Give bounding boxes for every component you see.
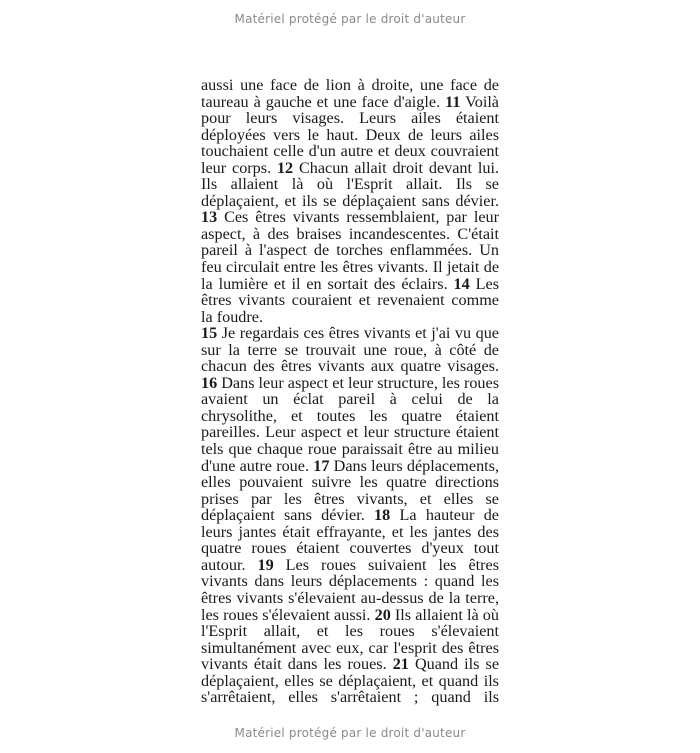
verse-number: 21 bbox=[392, 655, 409, 674]
verse-number: 15 bbox=[201, 324, 218, 343]
verse-text: Les êtres vivants couraient et revenaient comme la foudre. bbox=[201, 274, 499, 326]
verse-text: Les roues suivaient les êtres vivants dans leurs déplacements : quand les êtres vivants s'élevaient au-dessus de la terre, les roues s'élevaient aussi. bbox=[201, 555, 499, 624]
verse-text: Dans leur aspect et leur structure, les roues avaient un éclat pareil à celui de la chrysolithe, et toutes les quatre étaient pareilles. Leur aspect et leur structure étaient tels que chaque roue paraissait être au milieu d'une autre roue. bbox=[201, 373, 500, 475]
verse-number: 12 bbox=[276, 158, 294, 177]
paragraph-1 bbox=[201, 77, 499, 325]
verse-text: Ces êtres vivants ressemblaient, par leur aspect, à des braises incandescentes. C'était pareil à l'aspect de torches enflammées. Un feu circulait entre les êtres vivants. Il jetait de la lumière et il en sortait des éclairs. bbox=[201, 208, 499, 293]
scripture-text bbox=[201, 77, 499, 706]
verse-text: Voilà pour leurs visages. Leurs ailes étaient déployées vers le haut. Deux de leurs ailes touchaient celle d'un autre et deux couvraient leur corps. bbox=[201, 92, 499, 177]
copyright-notice-top: Matériel protégé par le droit d'auteur bbox=[234, 12, 466, 26]
verse-number: 18 bbox=[374, 506, 391, 525]
verse-text: Quand ils se déplaçaient, elles se déplaçaient, et quand ils s'arrêtaient, elles s'arrêtaient ; quand ils bbox=[201, 655, 500, 707]
verse-number: 11 bbox=[445, 92, 461, 111]
verse-text: aussi une face de lion à droite, une face de taureau à gauche et une face d'aigle. bbox=[201, 76, 499, 111]
verse-text: Je regardais ces êtres vivants et j'ai vu que sur la terre se trouvait une roue, à côté de chacun des êtres vivants aux quatre visages. bbox=[201, 324, 499, 376]
verse-text: Dans leurs déplacements, elles pouvaient suivre les quatre directions prises par les êtres vivants, et elles se déplaçaient sans dévier. bbox=[201, 456, 500, 525]
verse-number: 13 bbox=[201, 208, 218, 227]
verse-number: 14 bbox=[453, 274, 470, 293]
copyright-notice-bottom: Matériel protégé par le droit d'auteur bbox=[234, 726, 466, 740]
verse-text: Ils allaient là où l'Esprit allait, et les roues s'élevaient simultanément avec eux, car l'esprit des êtres vivants était dans les roues. bbox=[201, 605, 499, 674]
verse-number: 19 bbox=[257, 555, 274, 574]
verse-text: Chacun allait droit devant lui. Ils allaient là où l'Esprit allait. Ils se déplaçaient, et ils se déplaçaient sans dévier. bbox=[201, 158, 499, 210]
paragraph-2 bbox=[201, 325, 499, 706]
verse-number: 17 bbox=[313, 456, 330, 475]
verse-number: 20 bbox=[374, 605, 391, 624]
verse-number: 16 bbox=[201, 373, 218, 392]
verse-text: La hauteur de leurs jantes était effrayante, et les jantes des quatre roues étaient couvertes d'yeux tout autour. bbox=[201, 506, 499, 574]
